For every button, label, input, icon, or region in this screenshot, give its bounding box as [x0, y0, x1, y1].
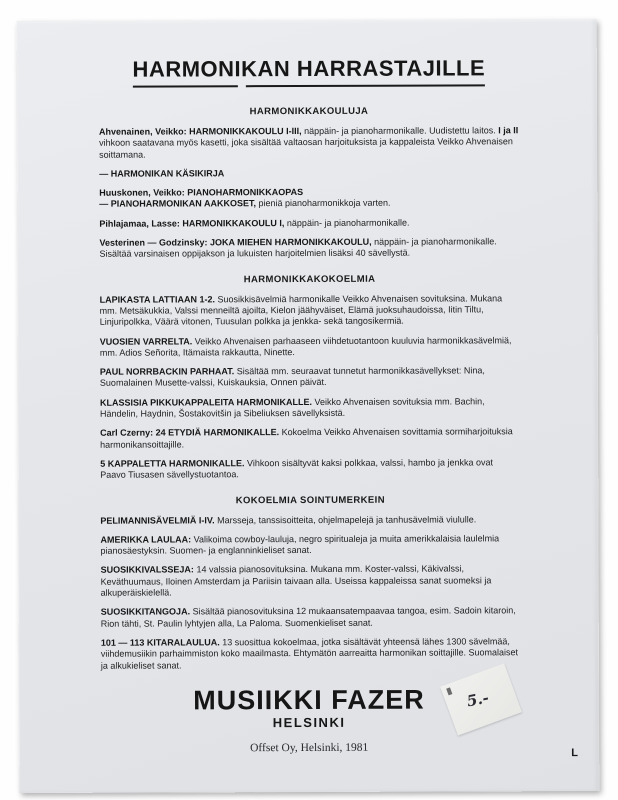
entry-text-segment: KLASSISIA PIKKUKAPPALEITA HARMONIKALLE. [99, 396, 313, 408]
entry-text-segment: Valikoima cowboy-lauluja, negro spiritualeja ja muita amerikkalaisia laulelmia pianosäestyksin. Suomen- ja englanninkieliset sanat. [100, 533, 500, 556]
page-title: HARMONIKAN HARRASTAJILLE [132, 55, 486, 82]
entry-text-segment: pieniä pianoharmonikkoja varten. [255, 198, 391, 209]
imprint-line: Offset Oy, Helsinki, 1981 [250, 741, 369, 755]
title-block [99, 55, 519, 92]
section-heading: HARMONIKKAKOULUJA [249, 105, 369, 118]
catalog-page [17, 19, 600, 793]
entry-text-segment: Sisältää pianosovituksina 12 mukaansatempaavaa tangoa, esim. Sadoin kitaroin, Rion tähti, St. Paulin lyhtyjen alla, La Paloma. Suomenkieliset sanat. [100, 605, 516, 629]
catalog-section [100, 494, 521, 672]
entry-text-segment: PAUL NORRBACKIN PARHAAT. [99, 366, 235, 377]
catalog-section [100, 273, 521, 481]
catalog-entry [99, 186, 519, 210]
entry-text-segment: Sisältää mm. seuraavat tunnetut harmonikkasävellykset: Nina, Suomalainen Musette-valssi, Kuiskauksia, Onnen päivät. [99, 365, 485, 389]
entry-text-segment: Vesterinen — Godzinsky: JOKA MIEHEN HARMONIKKAKOULU, [99, 236, 372, 248]
catalog-entry [101, 564, 521, 599]
entry-text-segment: SUOSIKKIVALSSEJA: [100, 564, 194, 576]
sticker-corner-mark [446, 687, 452, 695]
entry-text-segment: Kokoelma Veikko Ahvenaisen sovittamia sormiharjoituksia harmonikansoittajille. [100, 426, 513, 450]
corner-letter: L [571, 747, 578, 760]
entry-text-segment: 14 valssia pianosovituksina. Mukana mm. Koster-valssi, Käkivalssi, Keväthuumaus, Iloinen Amsterdam ja Pariisin taivaan alla. Useissa kappaleissa sanat suomeksi ja alkuperäiskielellä. [100, 563, 492, 598]
catalog-entry [99, 236, 519, 260]
catalog-entry [100, 335, 520, 359]
catalog-entry [100, 365, 520, 389]
entry-text-segment: 101 — 113 KITARALAULUA. [100, 637, 220, 648]
handwritten-price: 5.- [465, 688, 491, 711]
catalog-entry [100, 514, 520, 527]
catalog-entry [100, 457, 520, 481]
publisher-city: HELSINKI [272, 714, 346, 731]
catalog-entry [99, 217, 519, 230]
catalog-entry [99, 125, 519, 160]
entry-text-segment: SUOSIKKITANGOJA. [100, 606, 191, 618]
catalog-entry [100, 427, 520, 451]
publisher-name: MUSIIKKI FAZER [193, 684, 425, 716]
title-underline [133, 84, 486, 87]
entry-text-segment: — HARMONIKAN KÄSIKIRJA [99, 168, 225, 179]
entry-text-segment: 5 KAPPALETTA HARMONIKALLE. [100, 458, 245, 469]
entry-text-segment: näppäin- ja pianoharmonikalle. Sisältää varsinaisen oppijakson ja lukuisten harjoitelmien lisäksi 40 sävellystä. [99, 236, 497, 260]
entry-text-segment: Veikko Ahvenaisen sovituksia mm. Bachin, Händelin, Haydnin, Šostakovitšin ja Sibeliuksen sävellyksistä. [100, 396, 485, 419]
entry-text-segment: Ahvenainen, Veikko: HARMONIKKAKOULU I-III, [99, 126, 302, 137]
title-underline-segment-left [133, 85, 239, 87]
catalog-sections [99, 105, 521, 671]
entry-text-segment: Carl Czerny: 24 ETYDIÄ HARMONIKALLE. [100, 427, 280, 439]
catalog-section [99, 105, 520, 260]
entry-text-segment: — PIANOHARMONIKAN AAKKOSET, [99, 198, 256, 210]
page-content [17, 19, 599, 672]
catalog-entry [100, 533, 520, 557]
entry-text-segment: Veikko Ahvenaisen parhaaseen viihdetuotantoon kuuluvia harmonikkasävelmiä, mm. Adios Señorita, Itämaista rakkautta, Ninette. [99, 334, 512, 358]
entry-text-segment: Pihlajamaa, Lasse: HARMONIKKAKOULU I, [99, 217, 285, 229]
section-heading: KOKOELMIA SOINTUMERKEIN [235, 494, 385, 506]
entry-text-segment: näppäin- ja pianoharmonikalle. Uudistettu laitos. [301, 125, 499, 137]
section-heading: HARMONIKKAKOKOELMIA [243, 273, 376, 285]
entry-text-segment: VUOSIEN VARRELTA. [99, 335, 193, 347]
entry-text-segment: Suosikkisävelmiä harmonikalle Veikko Ahvenaisen sovituksina. Mukana mm. Metsäkukkia, Valssi menneiltä ajoilta, Kielon jäähyväiset, Elämä juoksuhaudoissa, Iitin Tiltu, Linjuripolkka, Väärä vitonen, Tuusulan polkka ja jenkka- sekä tangosikermiä. [99, 292, 503, 327]
title-underline-segment-right [245, 84, 485, 87]
entry-text-segment: Vihkoon sisältyvät kaksi polkkaa, valssi, hambo ja jenkka ovat Paavo Tiusasen sävellystuotantoa. [100, 457, 494, 480]
entry-text-segment: Huuskonen, Veikko: PIANOHARMONIKKAOPAS [99, 187, 304, 198]
entry-text-segment: PELIMANNISÄVELMIÄ I-IV. [100, 514, 215, 526]
catalog-entry [100, 396, 520, 420]
entry-text-segment: 13 suosittua kokoelmaa, jotka sisältävät yhteensä lähes 1300 sävelmää, viihdemusiikin parhaimmiston koko maailmasta. Ehtymätön aarreaitta harmonikan soittajille. Suomalaiset ja alkukieliset sanat. [100, 636, 519, 671]
entry-text-segment: LAPIKASTA LATTIAAN 1-2. [99, 293, 215, 305]
entry-text-segment: AMERIKKA LAULAA: [100, 534, 192, 545]
title-underline-gap [238, 85, 245, 87]
entry-text-segment: vihkoon saatavana myös kasetti, joka sisältää valtaosan harjoituksista ja kappaleista Veikko Ahvenaisen soittamana. [99, 136, 513, 160]
catalog-entry [99, 167, 519, 180]
catalog-entry [101, 606, 521, 630]
entry-text-segment: Marsseja, tanssisoitteita, ohjelmapelejä ja tanhusävelmiä viululle. [214, 513, 477, 525]
catalog-entry [101, 636, 521, 671]
entry-text-segment: näppäin- ja pianoharmonikalle. [284, 217, 410, 228]
entry-text-segment: I ja II [498, 125, 519, 136]
catalog-entry [100, 293, 520, 328]
